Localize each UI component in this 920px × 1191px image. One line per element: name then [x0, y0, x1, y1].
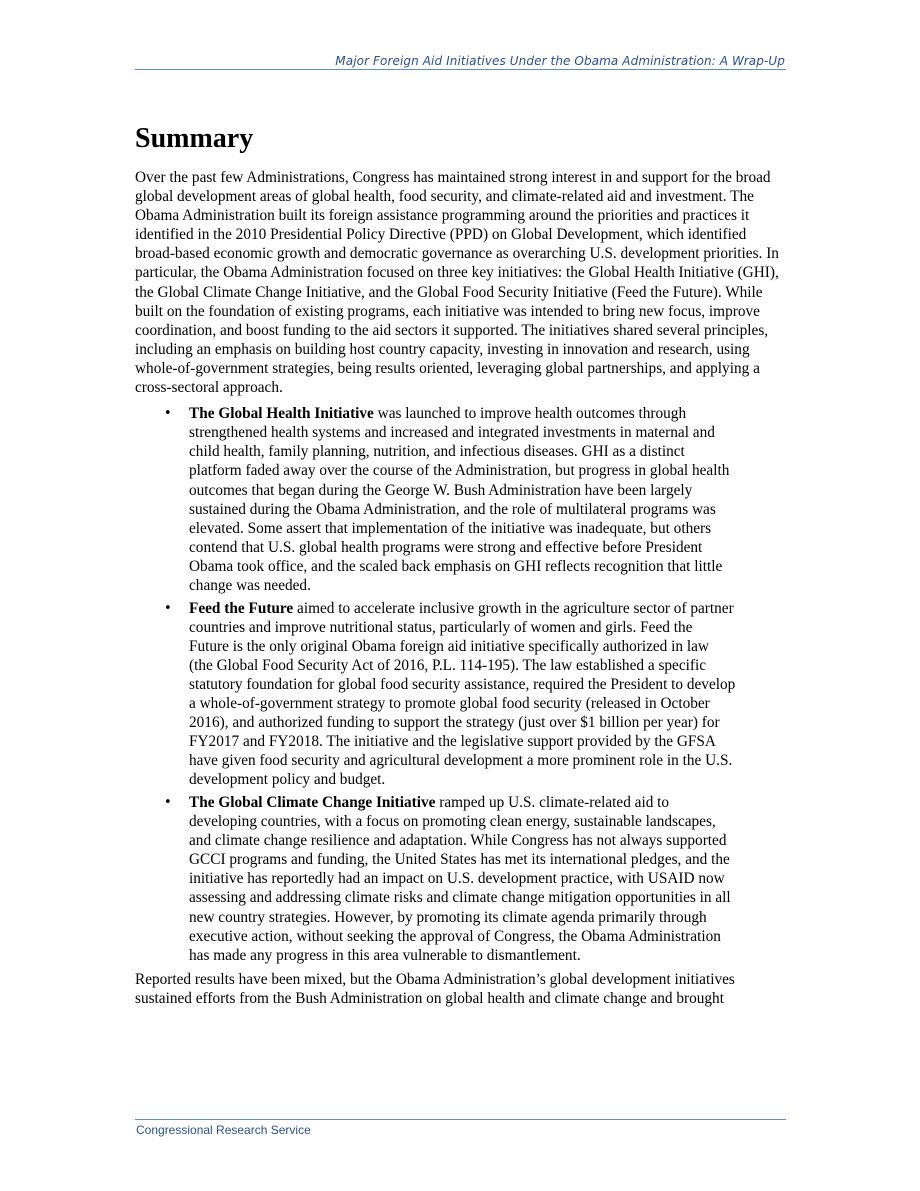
closing-paragraph: Reported results have been mixed, but the Obama Administration’s global development initiatives sustained efforts from the Bush Administration on global health and climate change and brought	[135, 970, 735, 1007]
summary-body	[135, 168, 787, 1008]
bullet-feed-the-future	[135, 599, 736, 790]
bullet-text: ramped up U.S. climate-related aid to developing countries, with a focus on promoting clean energy, sustainable landscapes, and climate change resilience and adaptation. While Congress has not always supported GCCI programs and funding, the United States has met its international pledges, and the initiative has reportedly had an impact on U.S. development practice, with USAID now assessing and addressing climate risks and climate change mitigation opportunities in all new country strategies. However, by promoting its climate agenda primarily through executive action, without seeking the approval of Congress, the Obama Administration has made any progress in this area vulnerable to dismantlement.	[189, 794, 731, 964]
bullet-icon: •	[164, 795, 172, 810]
bullet-global-climate-change	[135, 793, 736, 965]
initiatives-list	[135, 404, 787, 965]
bullet-text: aimed to accelerate inclusive growth in the agriculture sector of partner countries and improve nutritional status, particularly of women and girls. Feed the Future is the only original Obama foreign aid initiative specifically authorized in law (the Global Food Security Act of 2016, P.L. 114-195). The law established a specific statutory foundation for global food security assistance, required the President to develop a whole-of-government strategy to promote global food security (released in October 2016), and authorized funding to support the strategy (just over $1 billion per year) for FY2017 and FY2018. The initiative and the legislative support provided by the GFSA have given food security and agricultural development a more prominent role in the U.S. development policy and budget.	[189, 599, 736, 789]
header-rule	[135, 69, 786, 70]
intro-paragraph: Over the past few Administrations, Congress has maintained strong interest in and support for the broad global development areas of global health, food security, and climate-related aid and investment. The Obama Administration built its foreign assistance programming around the priorities and practices it identified in the 2010 Presidential Policy Directive (PPD) on Global Development, which identified broad-based economic growth and democratic governance as overarching U.S. development priorities. In particular, the Obama Administration focused on three key initiatives: the Global Health Initiative (GHI), the Global Climate Change Initiative, and the Global Food Security Initiative (Feed the Future). While built on the foundation of existing programs, each initiative was intended to bring new focus, improve coordination, and boost funding to the aid sectors it supported. The initiatives shared several principles, including an emphasis on building host country capacity, investing in innovation and research, using whole-of-government strategies, being results oriented, leveraging global partnerships, and applying a cross-sectoral approach.	[135, 169, 779, 397]
section-title: Summary	[135, 123, 254, 154]
bullet-icon: •	[164, 406, 172, 422]
bullet-lead: Feed the Future	[189, 599, 294, 617]
bullet-icon: •	[164, 600, 172, 616]
running-header: Major Foreign Aid Initiatives Under the Obama Administration: A Wrap-Up	[335, 54, 785, 68]
bullet-global-health	[135, 404, 736, 595]
bullet-lead: The Global Climate Change Initiative	[189, 794, 436, 811]
bullet-lead: The Global Health Initiative	[189, 405, 374, 423]
footer-source: Congressional Research Service	[136, 1123, 311, 1137]
bullet-text: was launched to improve health outcomes through strengthened health systems and increased and integrated investments in maternal and child health, family planning, nutrition, and infectious diseases. GHI as a distinct platform faded away over the course of the Administration, but progress in global health outcomes that began during the George W. Bush Administration have been largely sustained during the Obama Administration, and the role of multilateral programs was elevated. Some assert that implementation of the initiative was inadequate, but others contend that U.S. global health programs were strong and effective before President Obama took office, and the scaled back emphasis on GHI reflects recognition that little change was needed.	[189, 405, 730, 594]
footer-rule	[135, 1119, 786, 1120]
